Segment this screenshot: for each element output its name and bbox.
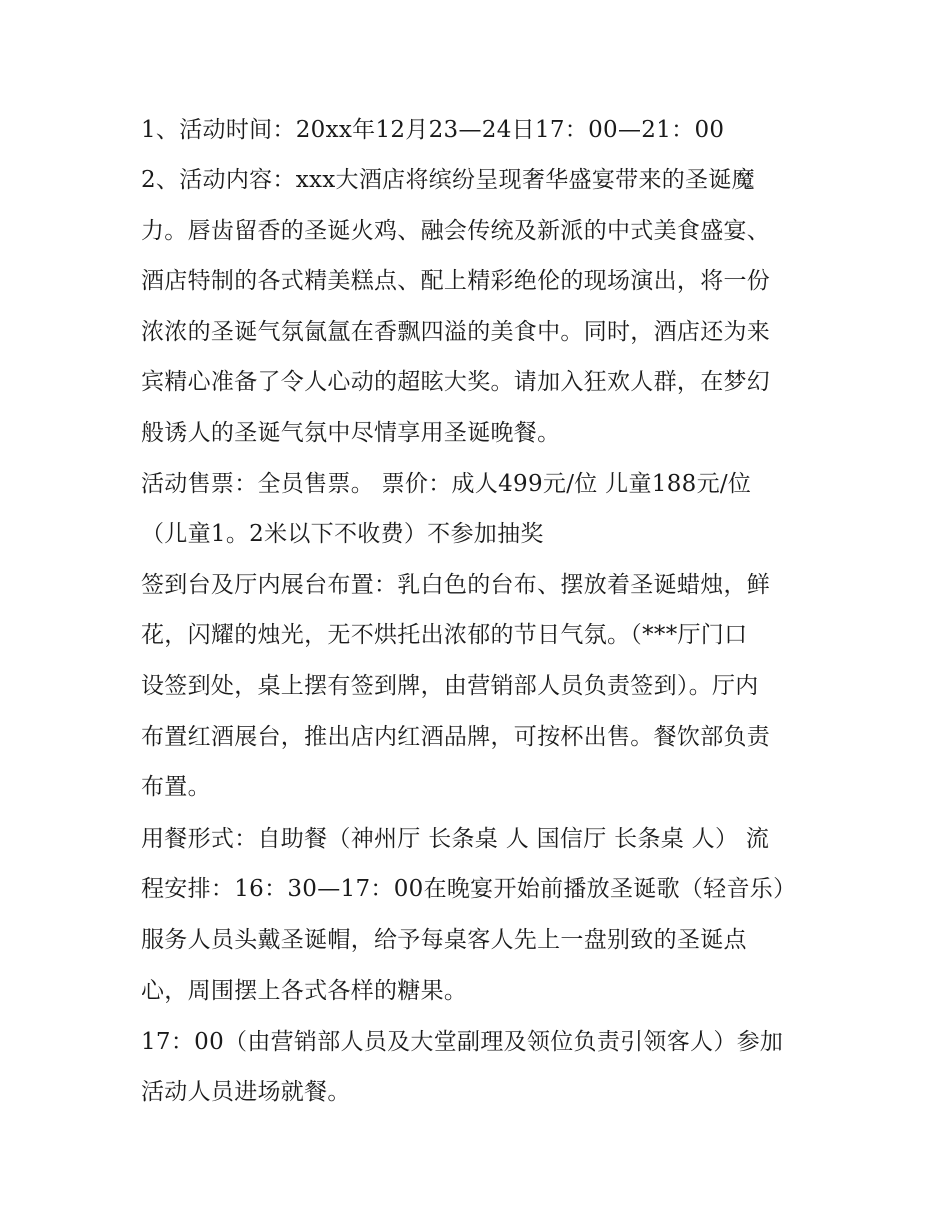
- text-line: 活动人员进场就餐。: [141, 1079, 351, 1105]
- text-line: 签到台及厅内展台布置：乳白色的台布、摆放着圣诞蜡烛，鲜: [141, 572, 771, 598]
- text-line: 酒店特制的各式精美糕点、配上精彩绝伦的现场演出，将一份: [141, 268, 771, 294]
- text-line: 2、活动内容：xxx大酒店将缤纷呈现奢华盛宴带来的圣诞魔: [141, 167, 755, 193]
- text-line: （儿童1。2米以下不收费）不参加抽奖: [141, 521, 544, 547]
- text-line: 1、活动时间：20xx年12月23—24日17：00—21：00: [141, 117, 725, 143]
- text-line: 活动售票：全员售票。 票价：成人499元/位 儿童188元/位: [141, 471, 752, 497]
- text-line: 浓浓的圣诞气氛氤氲在香飘四溢的美食中。同时，酒店还为来: [141, 319, 771, 345]
- text-line: 服务人员头戴圣诞帽，给予每桌客人先上一盘别致的圣诞点: [141, 927, 747, 953]
- text-line: 力。唇齿留香的圣诞火鸡、融会传统及新派的中式美食盛宴、: [141, 218, 771, 244]
- text-line: 般诱人的圣诞气氛中尽情享用圣诞晚餐。: [141, 420, 561, 446]
- text-line: 用餐形式：自助餐（神州厅 长条桌 人 国信厅 长条桌 人） 流: [141, 826, 770, 852]
- text-line: 程安排：16：30—17：00在晚宴开始前播放圣诞歌（轻音乐）: [141, 876, 797, 902]
- text-line: 宾精心准备了令人心动的超眩大奖。请加入狂欢人群，在梦幻: [141, 369, 771, 395]
- text-line: 花，闪耀的烛光，无不烘托出浓郁的节日气氛。（***厅门口: [141, 622, 748, 648]
- text-line: 布置红酒展台，推出店内红酒品牌，可按杯出售。餐饮部负责: [141, 724, 771, 750]
- text-line: 设签到处，桌上摆有签到牌，由营销部人员负责签到）。厅内: [141, 673, 759, 699]
- text-line: 布置。: [141, 774, 211, 800]
- text-line: 17：00（由营销部人员及大堂副理及领位负责引领客人）参加: [141, 1029, 784, 1055]
- text-line: 心，周围摆上各式各样的糖果。: [141, 978, 468, 1004]
